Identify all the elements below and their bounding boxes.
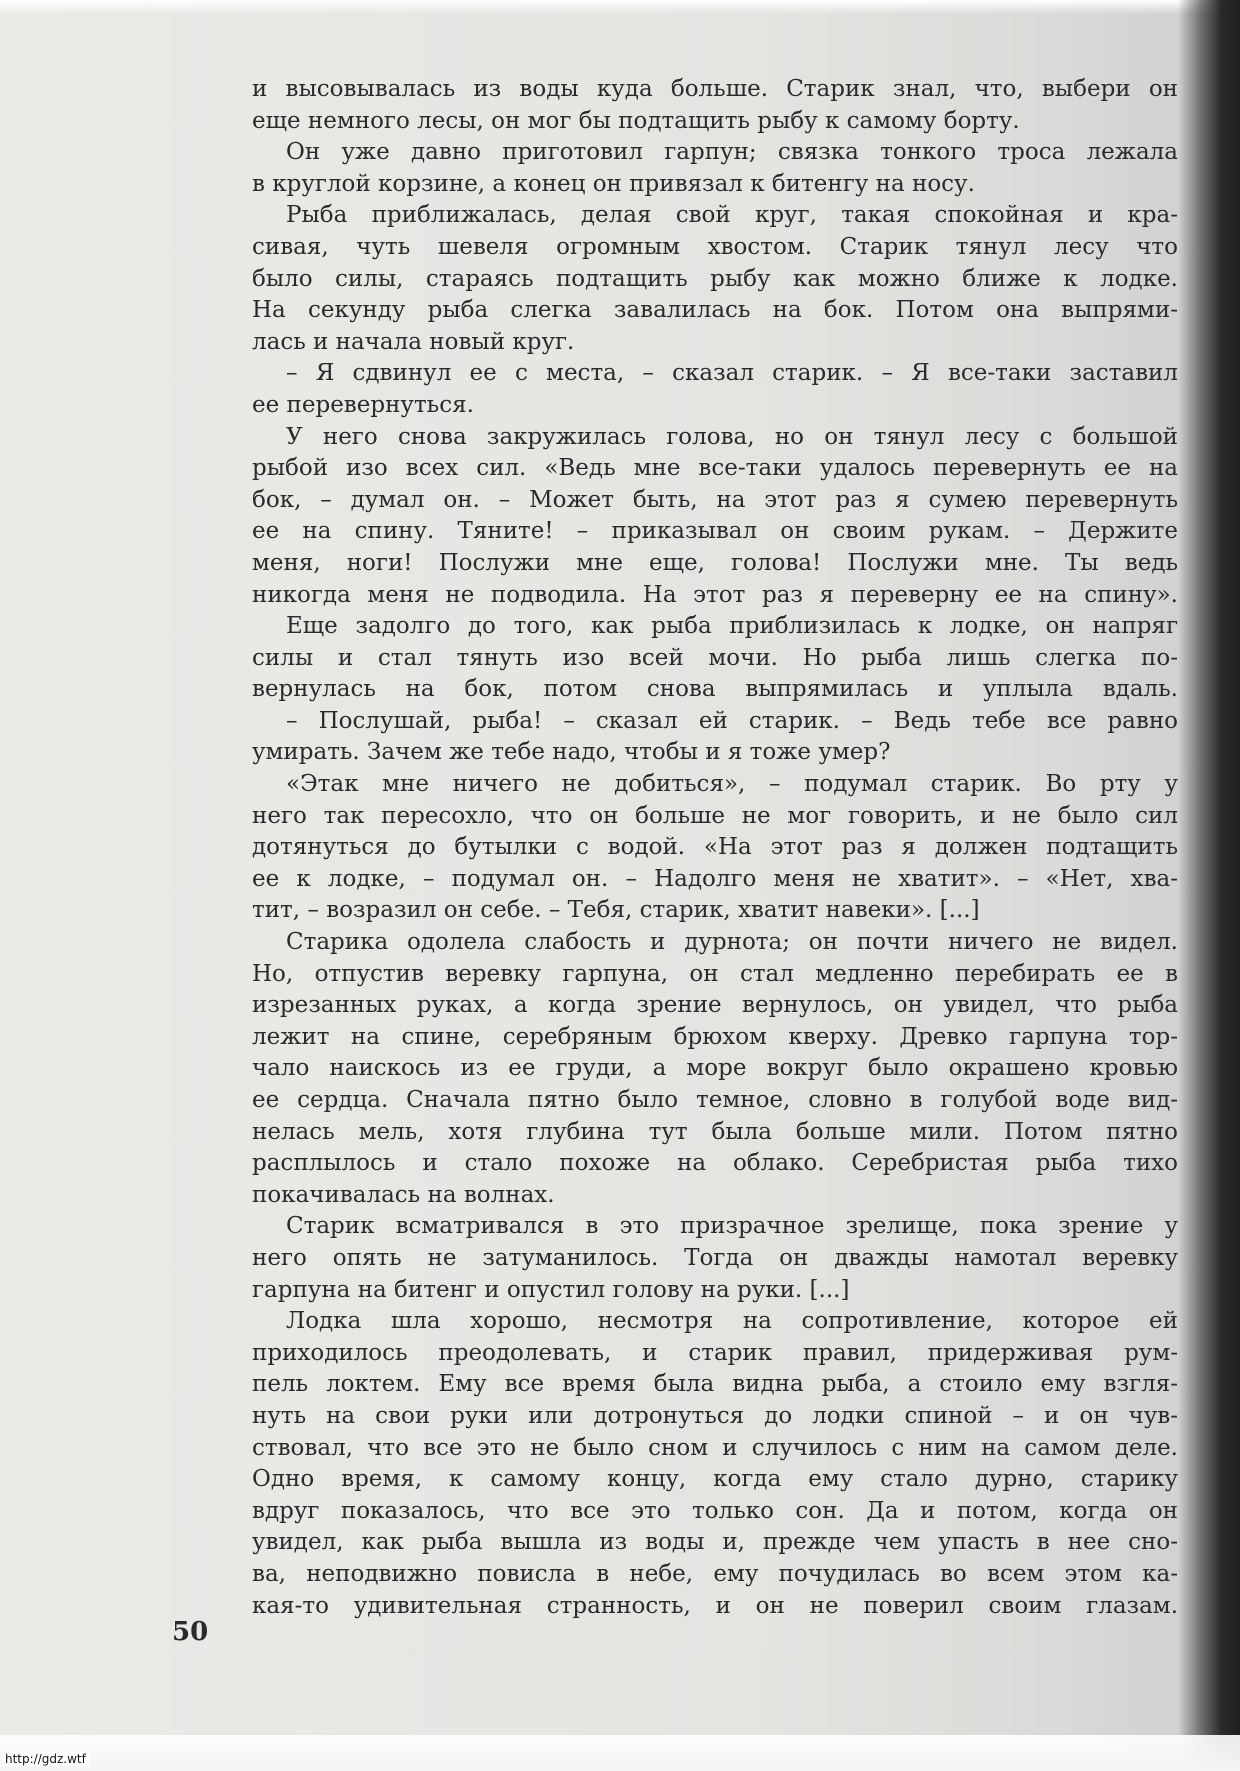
text-line: приходилось преодолевать, и старик правил, придерживая рум-	[252, 1339, 1178, 1366]
text-line: нуть на свои руки или дотронуться до лодки спиной – и он чув-	[252, 1402, 1178, 1429]
text-line: него опять не затуманилось. Тогда он дважды намотал веревку	[252, 1244, 1178, 1271]
text-line: Старика одолела слабость и дурнота; он почти ничего не видел.	[286, 929, 1178, 956]
text-line: тит, – возразил он себе. – Тебя, старик, хватит навеки». [...]	[252, 897, 980, 924]
page-number: 50	[172, 1617, 209, 1647]
text-line: вернулась на бок, потом снова выпрямилась и уплыла вдаль.	[252, 676, 1178, 703]
text-line: дотянуться до бутылки с водой. «На этот раз я должен подтащить	[252, 834, 1178, 861]
bottom-margin	[0, 1735, 1240, 1771]
text-line: и высовывалась из воды куда больше. Старик знал, что, выбери он	[252, 76, 1178, 102]
text-line: меня, ноги! Послужи мне еще, голова! Послужи мне. Ты ведь	[252, 549, 1178, 576]
page-top-edge	[0, 0, 1240, 14]
text-line: Еще задолго до того, как рыба приблизилась к лодке, он напряг	[286, 613, 1178, 640]
text-line: – Послушай, рыба! – сказал ей старик. – Ведь тебе все равно	[286, 707, 1178, 734]
text-line: бок, – думал он. – Может быть, на этот раз я сумею перевернуть	[252, 486, 1178, 513]
text-line: изрезанных руках, а когда зрение вернулось, он увидел, что рыба	[252, 992, 1178, 1019]
text-line: гарпуна на битенг и опустил голову на руки. [...]	[252, 1276, 850, 1303]
body-text	[252, 74, 1178, 1622]
text-line: ее перевернуться.	[252, 391, 474, 418]
text-line: покачивалась на волнах.	[252, 1181, 555, 1208]
text-line: На секунду рыба слегка завалилась на бок. Потом она выпрями-	[252, 297, 1178, 324]
text-line: нелась мель, хотя глубина тут была больше мили. Потом пятно	[252, 1118, 1178, 1145]
text-line: чало наискось из ее груди, а море вокруг было окрашено кровью	[252, 1055, 1178, 1082]
text-line: лежит на спине, серебряным брюхом кверху. Древко гарпуна тор-	[252, 1023, 1178, 1050]
text-line: кая-то удивительная странность, и он не поверил своим глазам.	[252, 1592, 1178, 1619]
text-line: лась и начала новый круг.	[252, 328, 575, 355]
text-line: ва, неподвижно повисла в небе, ему почудилась во всем этом ка-	[252, 1560, 1178, 1587]
text-line: Старик всматривался в это призрачное зрелище, пока зрение у	[286, 1213, 1178, 1240]
text-line: Но, отпустив веревку гарпуна, он стал медленно перебирать ее в	[252, 960, 1178, 987]
text-line: умирать. Зачем же тебе надо, чтобы и я тоже умер?	[252, 739, 891, 766]
text-line: вдруг показалось, что все это только сон. Да и потом, когда он	[252, 1497, 1178, 1524]
text-line: – Я сдвинул ее с места, – сказал старик. – Я все-таки заставил	[286, 360, 1178, 387]
text-line: ее сердца. Сначала пятно было темное, словно в голубой воде вид-	[252, 1087, 1178, 1113]
text-line: было силы, стараясь подтащить рыбу как можно ближе к лодке.	[252, 265, 1178, 292]
text-line: рыбой изо всех сил. «Ведь мне все-таки удалось перевернуть ее на	[252, 455, 1178, 482]
text-line: в круглой корзине, а конец он привязал к битенгу на носу.	[252, 170, 975, 197]
text-line: «Этак мне ничего не добиться», – подумал старик. Во рту у	[286, 771, 1178, 798]
text-line: ее на спину. Тяните! – приказывал он своим рукам. – Держите	[252, 518, 1178, 545]
text-line: пель локтем. Ему все время была видна рыба, а стоило ему взгля-	[252, 1371, 1178, 1398]
text-line: Он уже давно приготовил гарпун; связка тонкого троса лежала	[286, 139, 1178, 166]
text-line: ствовал, что все это не было сном и случилось с ним на самом деле.	[252, 1434, 1178, 1461]
text-line: Рыба приближалась, делая свой круг, такая спокойная и кра-	[286, 202, 1178, 229]
book-spine-shadow	[1178, 0, 1240, 1771]
text-line: увидел, как рыба вышла из воды и, прежде чем упасть в нее сно-	[252, 1529, 1178, 1556]
text-line: него так пересохло, что он больше не мог говорить, и не было сил	[252, 802, 1178, 829]
text-line: У него снова закружилась голова, но он тянул лесу с большой	[286, 423, 1178, 450]
text-line: ее к лодке, – подумал он. – Надолго меня не хватит». – «Нет, хва-	[252, 865, 1178, 892]
text-line: еще немного лесы, он мог бы подтащить рыбу к самому борту.	[252, 107, 1020, 134]
text-line: Одно время, к самому концу, когда ему стало дурно, старику	[252, 1466, 1178, 1493]
text-line: Лодка шла хорошо, несмотря на сопротивление, которое ей	[286, 1308, 1178, 1335]
text-line: никогда меня не подводила. На этот раз я переверну ее на спину».	[252, 581, 1178, 608]
text-line: сивая, чуть шевеля огромным хвостом. Старик тянул лесу что	[252, 233, 1178, 260]
text-line: силы и стал тянуть изо всей мочи. Но рыба лишь слегка по-	[252, 644, 1178, 671]
text-line: расплылось и стало похоже на облако. Серебристая рыба тихо	[252, 1150, 1178, 1177]
watermark-link[interactable]: http://gdz.wtf	[2, 1752, 89, 1766]
